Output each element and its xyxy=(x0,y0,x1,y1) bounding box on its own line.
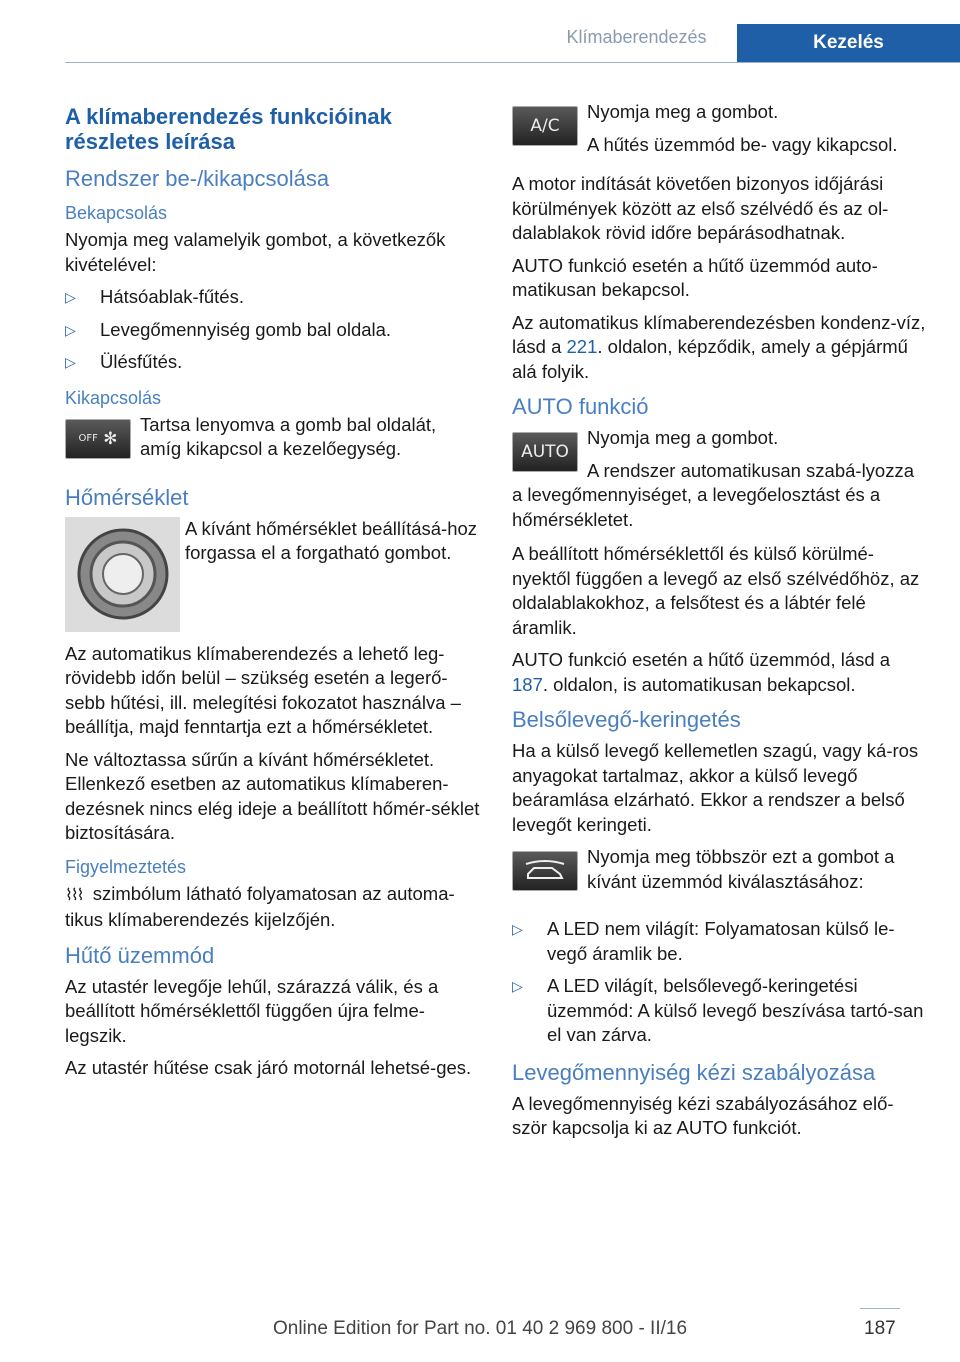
right-column xyxy=(512,100,926,1149)
page-title: A klímaberendezés funkcióinak részletes leírása xyxy=(65,104,392,154)
on-list xyxy=(65,285,480,375)
temp-block xyxy=(65,517,480,642)
warn-text: ⌇⌇⌇ szimbólum látható folyamatosan az automa-tikus klímaberendezés kijelzőjén. xyxy=(65,882,455,930)
header-chapter: Klímaberendezés xyxy=(566,27,707,47)
off-text: Tartsa lenyomva a gomb bal oldalát, amíg kikapcsol a kezelőegység. xyxy=(140,413,437,459)
right-p1: A motor indítását követően bizonyos időjárási körülmények között az első szélvédő és az ol-dalablakok rövid időre bepárásodhatnak. xyxy=(512,173,889,243)
header-rule xyxy=(65,62,960,63)
fan-off-button-icon: OFF ✻ xyxy=(65,419,131,459)
page-link-221[interactable]: 221 xyxy=(566,336,598,357)
left-column xyxy=(65,100,480,1089)
right-p2: AUTO funkció esetén a hűtő üzemmód auto-matikusan bekapcsol. xyxy=(512,254,878,300)
rotary-knob-icon xyxy=(65,517,180,632)
heading-cooling: Hűtő üzemmód xyxy=(65,942,215,968)
heading-air-volume: Levegőmennyiség kézi szabályozása xyxy=(512,1059,876,1085)
cool-p2: Az utastér hűtése csak járó motornál lehetsé-ges. xyxy=(65,1057,472,1078)
ac-text2: A hűtés üzemmód be- vagy kikapcsol. xyxy=(587,133,898,155)
list-item: ▷ Levegőmennyiség gomb bal oldala. xyxy=(65,318,480,343)
heading-off: Kikapcsolás xyxy=(65,387,162,408)
off-block xyxy=(65,413,480,475)
list-item: ▷ A LED nem világít: Folyamatosan külső le-vegő áramlik be. xyxy=(512,918,895,964)
auto-text2: A rendszer automatikusan szabá-lyozza a levegőmennyiséget, a levegőelosztást és a hőmérsékletet. xyxy=(512,459,915,530)
right-p3: Az automatikus klímaberendezésben kondenz-víz, lásd a 221. oldalon, képződik, amely a gépjármű alá folyik. xyxy=(512,311,926,382)
right-p5: AUTO funkció esetén a hűtő üzemmód, lásd a 187. oldalon, is automatikusan bekapcsol. xyxy=(512,649,891,695)
heading-on: Bekapcsolás xyxy=(65,203,168,223)
temp-text: A kívánt hőmérséklet beállításá-hoz forgassa el a forgatható gombot. xyxy=(185,517,478,563)
auto-block xyxy=(512,426,926,532)
recirc-text: Ha a külső levegő kellemetlen szagú, vagy ká-ros anyagokat tartalmaz, akkor a külső levegő beáramlása elzárható. Ekkor a rendszer a belső levegőt keringeti. xyxy=(512,740,919,835)
bullet-triangle-icon: ▷ xyxy=(65,354,76,370)
recirc-icon-text: Nyomja meg többször ezt a gombot a kívánt üzemmód kiválasztásához: xyxy=(587,846,895,892)
ac-block xyxy=(512,100,926,162)
heading-recirculation: Belsőlevegő-keringetés xyxy=(512,707,741,732)
list-item: ▷ A LED világít, belsőlevegő-keringetési üzemmód: A külső levegő beszívása tartó-san el van zárva. xyxy=(512,975,924,1045)
heat-wave-icon: ⌇⌇⌇ xyxy=(65,886,83,904)
page-number: 187 xyxy=(864,1318,896,1339)
auto-text1: Nyomja meg a gombot. xyxy=(587,427,779,448)
heading-system: Rendszer be-/kikapcsolása xyxy=(65,166,330,191)
header-section: Kezelés xyxy=(737,24,960,62)
recirculation-button-icon xyxy=(512,851,578,891)
page-link-187[interactable]: 187 xyxy=(512,673,543,695)
ac-button-icon: A/C xyxy=(512,106,578,146)
list-item: ▷ Hátsóablak-fűtés. xyxy=(65,285,480,310)
list-item: ▷ Ülésfűtés. xyxy=(65,350,480,375)
right-p4: A beállított hőmérséklettől és külső körülmé-nyektől függően a levegő az első szélvédőhöz, az oldalablakokhoz, a felsőtest és a lábtér felé áramlik. xyxy=(512,543,920,638)
heading-temperature: Hőmérséklet xyxy=(65,484,189,510)
bullet-triangle-icon: ▷ xyxy=(65,321,76,338)
heading-warning: Figyelmeztetés xyxy=(65,856,187,877)
bullet-triangle-icon: ▷ xyxy=(512,978,523,994)
cool-p1: Az utastér levegője lehűl, szárazzá válik, és a beállított hőmérséklettől függően újra felme-legszik. xyxy=(65,975,439,1046)
on-text: Nyomja meg valamelyik gombot, a következők kivételével: xyxy=(65,229,446,275)
footer-rule xyxy=(860,1308,900,1309)
air-text: A levegőmennyiség kézi szabályozásához elő-ször kapcsolja ki az AUTO funkciót. xyxy=(512,1092,894,1138)
heading-auto: AUTO funkció xyxy=(512,394,649,419)
bullet-triangle-icon: ▷ xyxy=(512,921,523,937)
temp-p2: Ne változtassa sűrűn a kívánt hőmérsékletet. Ellenkező esetben az automatikus klímaberen-dezésnek nincs elég ideje a beállított hőmér-séklet biztosítására. xyxy=(65,748,480,843)
temp-p1: Az automatikus klímaberendezés a lehető leg-rövidebb időn belül – szükség esetén a legerő-sebb hűtési, ill. melegítési fokozatot használva – beállítja, majd fenntartja ezt a hőmérsékletet. xyxy=(65,642,461,737)
bullet-triangle-icon: ▷ xyxy=(65,289,76,305)
recirc-block xyxy=(512,845,926,907)
recirc-list xyxy=(512,917,926,1048)
footer-edition: Online Edition for Part no. 01 40 2 969 800 - II/16 xyxy=(272,1318,688,1339)
auto-button-icon: AUTO xyxy=(512,432,578,472)
ac-text1: Nyomja meg a gombot. xyxy=(587,101,779,122)
